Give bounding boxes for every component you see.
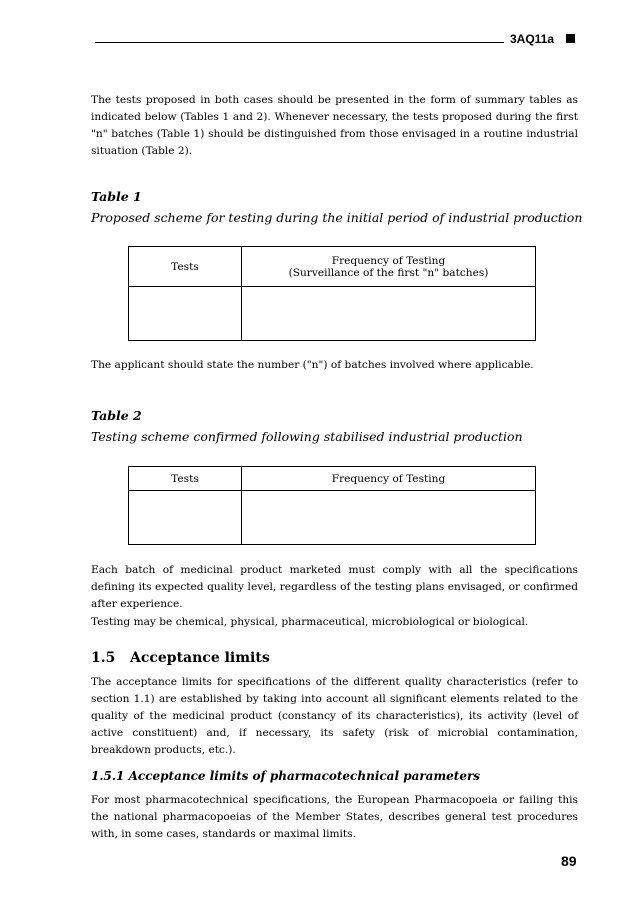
- table2-col1-header: Tests: [129, 467, 242, 491]
- section-1-5-heading: 1.5 Acceptance limits: [91, 650, 270, 666]
- table1-label: Table 1: [91, 189, 142, 204]
- section-1-5-paragraph: The acceptance limits for specifications of the different quality characteristics (refer to section 1.1) are established by taking into account all significant elements related to the quality of the medicinal product (constancy of its characteristics), its activity (level of active constituent) and, if necessary, its safety (risk of microbial contamination, breakdown products, etc.).: [91, 676, 578, 756]
- applicant-note: The applicant should state the number ("n") of batches involved where applicable.: [91, 359, 534, 371]
- intro-paragraph: The tests proposed in both cases should be presented in the form of summary tables as indicated below (Tables 1 and 2). Whenever necessary, the tests proposed during the first "n" batches (Table 1) should be distinguished from those envisaged in a routine industrial situation (Table 2).: [91, 94, 578, 157]
- table1-col2-header-line2: (Surveillance of the first "n" batches): [288, 266, 489, 279]
- document-code: 3AQ11a: [510, 32, 555, 46]
- table1-caption: Proposed scheme for testing during the initial period of industrial production: [91, 210, 583, 225]
- table1: [128, 246, 536, 341]
- table1-col1-header: Tests: [129, 247, 242, 287]
- table2-cell-empty: [242, 491, 536, 545]
- testing-types-paragraph: Testing may be chemical, physical, pharmaceutical, microbiological or biological.: [91, 616, 529, 628]
- section-1-5-1-heading: 1.5.1 Acceptance limits of pharmacotechnical parameters: [91, 769, 481, 783]
- table2: [128, 466, 536, 545]
- table1-col2-header-line1: Frequency of Testing: [331, 254, 446, 267]
- table1-cell-empty: [129, 287, 242, 341]
- section-1-5-1-paragraph: For most pharmacotechnical specifications, the European Pharmacopoeia or failing this the national pharmacopoeias of the Member States, describes general test procedures with, in some cases, standards or maximal limits.: [91, 794, 578, 840]
- table1-cell-empty: [242, 287, 536, 341]
- table2-caption: Testing scheme confirmed following stabilised industrial production: [91, 429, 523, 444]
- compliance-paragraph: Each batch of medicinal product marketed must comply with all the specifications defining its expected quality level, regardless of the testing plans envisaged, or confirmed after experience.: [91, 564, 578, 610]
- table2-cell-empty: [129, 491, 242, 545]
- table2-col2-header: Frequency of Testing: [242, 467, 536, 491]
- header-square-icon: [566, 34, 575, 43]
- table1-col2-header: [242, 247, 536, 287]
- header-rule: [95, 42, 504, 43]
- table2-label: Table 2: [91, 408, 142, 423]
- page-number: 89: [561, 853, 577, 869]
